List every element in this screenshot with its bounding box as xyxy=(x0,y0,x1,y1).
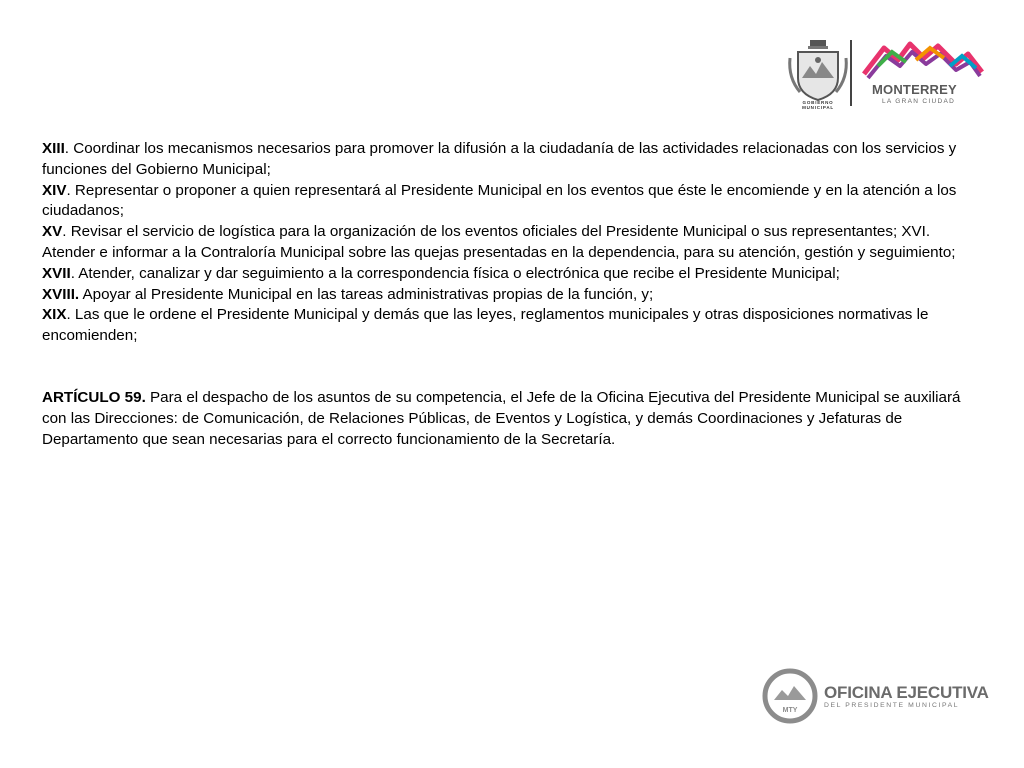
article-label: ARTÍCULO 59. xyxy=(42,388,146,406)
item-text: . Atender, canalizar y dar seguimiento a la correspondencia física o electrónica que recibe el Presidente Municipal; xyxy=(70,264,840,282)
item-label: XV xyxy=(42,223,63,241)
footer-logo xyxy=(762,668,1012,728)
mty-badge-icon xyxy=(762,668,818,724)
list-item xyxy=(42,264,962,285)
item-label: XIV xyxy=(42,181,67,199)
document-body xyxy=(42,139,962,450)
item-text: . Revisar el servicio de logística para la organización de los eventos oficiales del Presidente Municipal o sus representantes; XVI. Atender e informar a la Contraloría Municipal sobre las quejas presentadas en la dependencia, para su atención, gestión y seguimiento; xyxy=(42,223,956,261)
list-item xyxy=(42,222,962,264)
paragraph-gap xyxy=(42,347,962,388)
badge-text: MTY xyxy=(782,707,798,714)
item-label: XVIII. xyxy=(42,285,80,303)
list-item xyxy=(42,139,962,181)
municipal-crest-icon xyxy=(786,38,850,108)
office-subtitle: DEL PRESIDENTE MUNICIPAL xyxy=(824,702,960,709)
article-text: Para el despacho de los asuntos de su competencia, el Jefe de la Oficina Ejecutiva del Presidente Municipal se auxiliará con las Direcciones: de Comunicación, de Relaciones Públicas, de Eventos y Logística, y demás Coordinaciones y Jefaturas de Departamento que sean necesarias para el correcto funcionamiento de la Secretaría. xyxy=(42,388,961,448)
item-text: . Las que le ordene el Presidente Municipal y demás que las leyes, reglamentos municipales y otras disposiciones normativas le encomienden; xyxy=(42,306,929,345)
list-item xyxy=(42,181,962,223)
city-name: MONTERREY xyxy=(872,82,957,97)
item-label: XIX xyxy=(42,306,67,324)
list-item xyxy=(42,285,962,306)
item-label: XIII xyxy=(42,140,65,157)
item-text: . Coordinar los mecanismos necesarios para promover la difusión a la ciudadanía de las actividades relacionadas con los servicios y funciones del Gobierno Municipal; xyxy=(42,140,957,178)
item-text: Apoyar al Presidente Municipal en las tareas administrativas propias de la función, y; xyxy=(79,285,654,303)
article-paragraph xyxy=(42,388,962,450)
city-tagline: LA GRAN CIUDAD xyxy=(882,98,956,105)
item-text: . Representar o proponer a quien representará al Presidente Municipal en los eventos que éste le encomiende y en la atención a los ciudadanos; xyxy=(42,181,957,220)
item-label: XVII xyxy=(42,264,71,282)
crest-caption: GOBIERNO MUNICIPAL xyxy=(802,100,834,110)
list-item xyxy=(42,305,962,347)
office-title: OFICINA EJECUTIVA xyxy=(824,683,989,702)
header-logos xyxy=(786,38,986,110)
logo-divider xyxy=(850,40,852,106)
monterrey-mountains-icon xyxy=(858,40,986,82)
